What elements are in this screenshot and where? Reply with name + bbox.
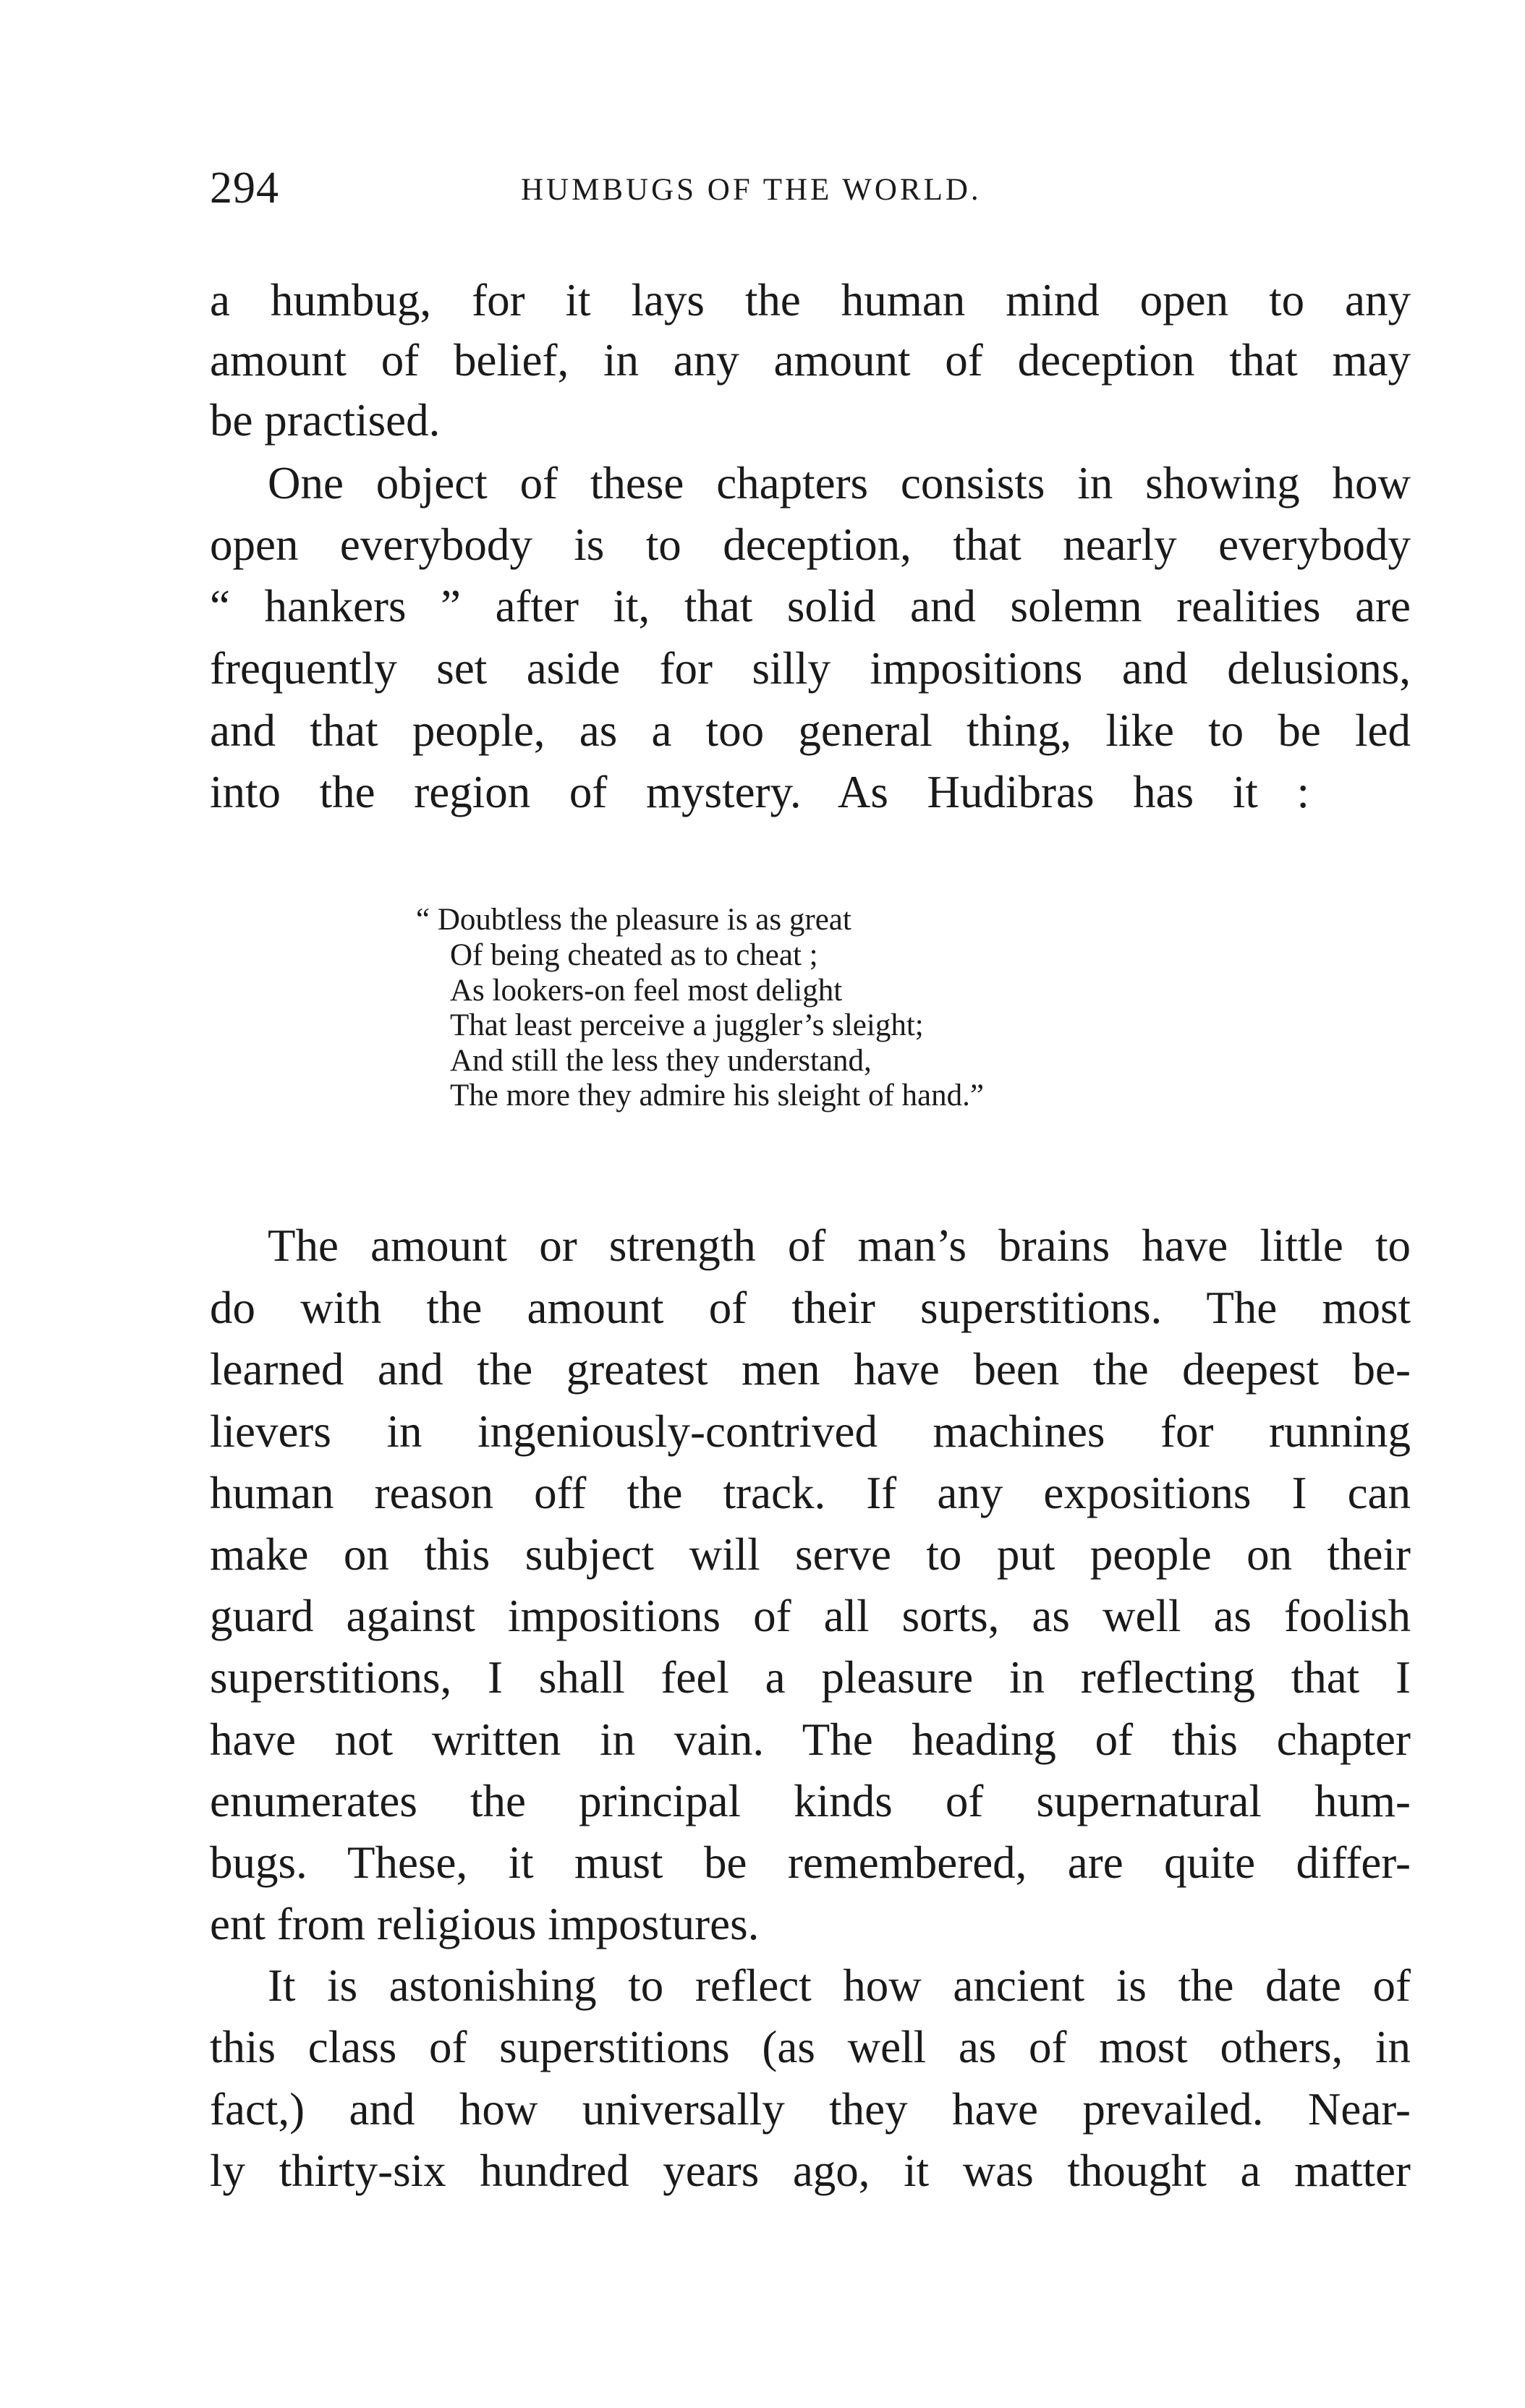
text-line: have not written in vain. The heading of this chapter xyxy=(210,1714,1411,1765)
text-line: a humbug, for it lays the human mind open to any xyxy=(210,275,1411,326)
text-line: and that people, as a too general thing, like to be led xyxy=(210,705,1411,756)
text-line: make on this subject will serve to put people on their xyxy=(210,1529,1411,1580)
text-line: fact,) and how universally they have prevailed. Near- xyxy=(210,2084,1411,2135)
page-number: 294 xyxy=(210,163,279,213)
text-line: lievers in ingeniously-contrived machines for running xyxy=(210,1406,1411,1457)
text-line: It is astonishing to reflect how ancient is the date of xyxy=(268,1960,1411,2011)
text-line: be practised. xyxy=(210,395,441,446)
text-line: “ hankers ” after it, that solid and solemn realities are xyxy=(210,581,1411,631)
verse-line: That least perceive a juggler’s sleight; xyxy=(450,1008,924,1042)
text-line: learned and the greatest men have been the deepest be- xyxy=(210,1344,1411,1395)
text-line: do with the amount of their superstitions. The most xyxy=(210,1282,1411,1333)
text-line: enumerates the principal kinds of supernatural hum- xyxy=(210,1776,1411,1826)
text-line: ly thirty-six hundred years ago, it was thought a matter xyxy=(210,2145,1411,2196)
verse-line: The more they admire his sleight of hand.” xyxy=(450,1079,984,1112)
page-header xyxy=(0,163,1525,213)
text-line: The amount or strength of man’s brains have little to xyxy=(268,1220,1411,1271)
verse-line: And still the less they understand, xyxy=(450,1044,872,1078)
text-line: bugs. These, it must be remembered, are quite differ- xyxy=(210,1837,1411,1888)
verse-line: As lookers-on feel most delight xyxy=(450,974,843,1008)
running-head: HUMBUGS OF THE WORLD. xyxy=(521,173,982,207)
text-line: ent from religious impostures. xyxy=(210,1899,760,1949)
text-line: superstitions, I shall feel a pleasure in reflecting that I xyxy=(210,1652,1411,1703)
text-line: into the region of mystery. As Hudibras has it : xyxy=(210,767,1309,817)
text-line: frequently set aside for silly impositions and delusions, xyxy=(210,643,1411,694)
verse-line: Of being cheated as to cheat ; xyxy=(450,938,818,972)
text-line: guard against impositions of all sorts, as well as foolish xyxy=(210,1591,1411,1641)
text-line: this class of superstitions (as well as of most others, in xyxy=(210,2022,1411,2072)
text-line: amount of belief, in any amount of deception that may xyxy=(210,335,1411,386)
verse-line: “ Doubtless the pleasure is as great xyxy=(416,903,851,937)
text-line: human reason off the track. If any expositions I can xyxy=(210,1468,1411,1518)
text-line: One object of these chapters consists in showing how xyxy=(268,458,1411,509)
text-line: open everybody is to deception, that nearly everybody xyxy=(210,519,1411,570)
